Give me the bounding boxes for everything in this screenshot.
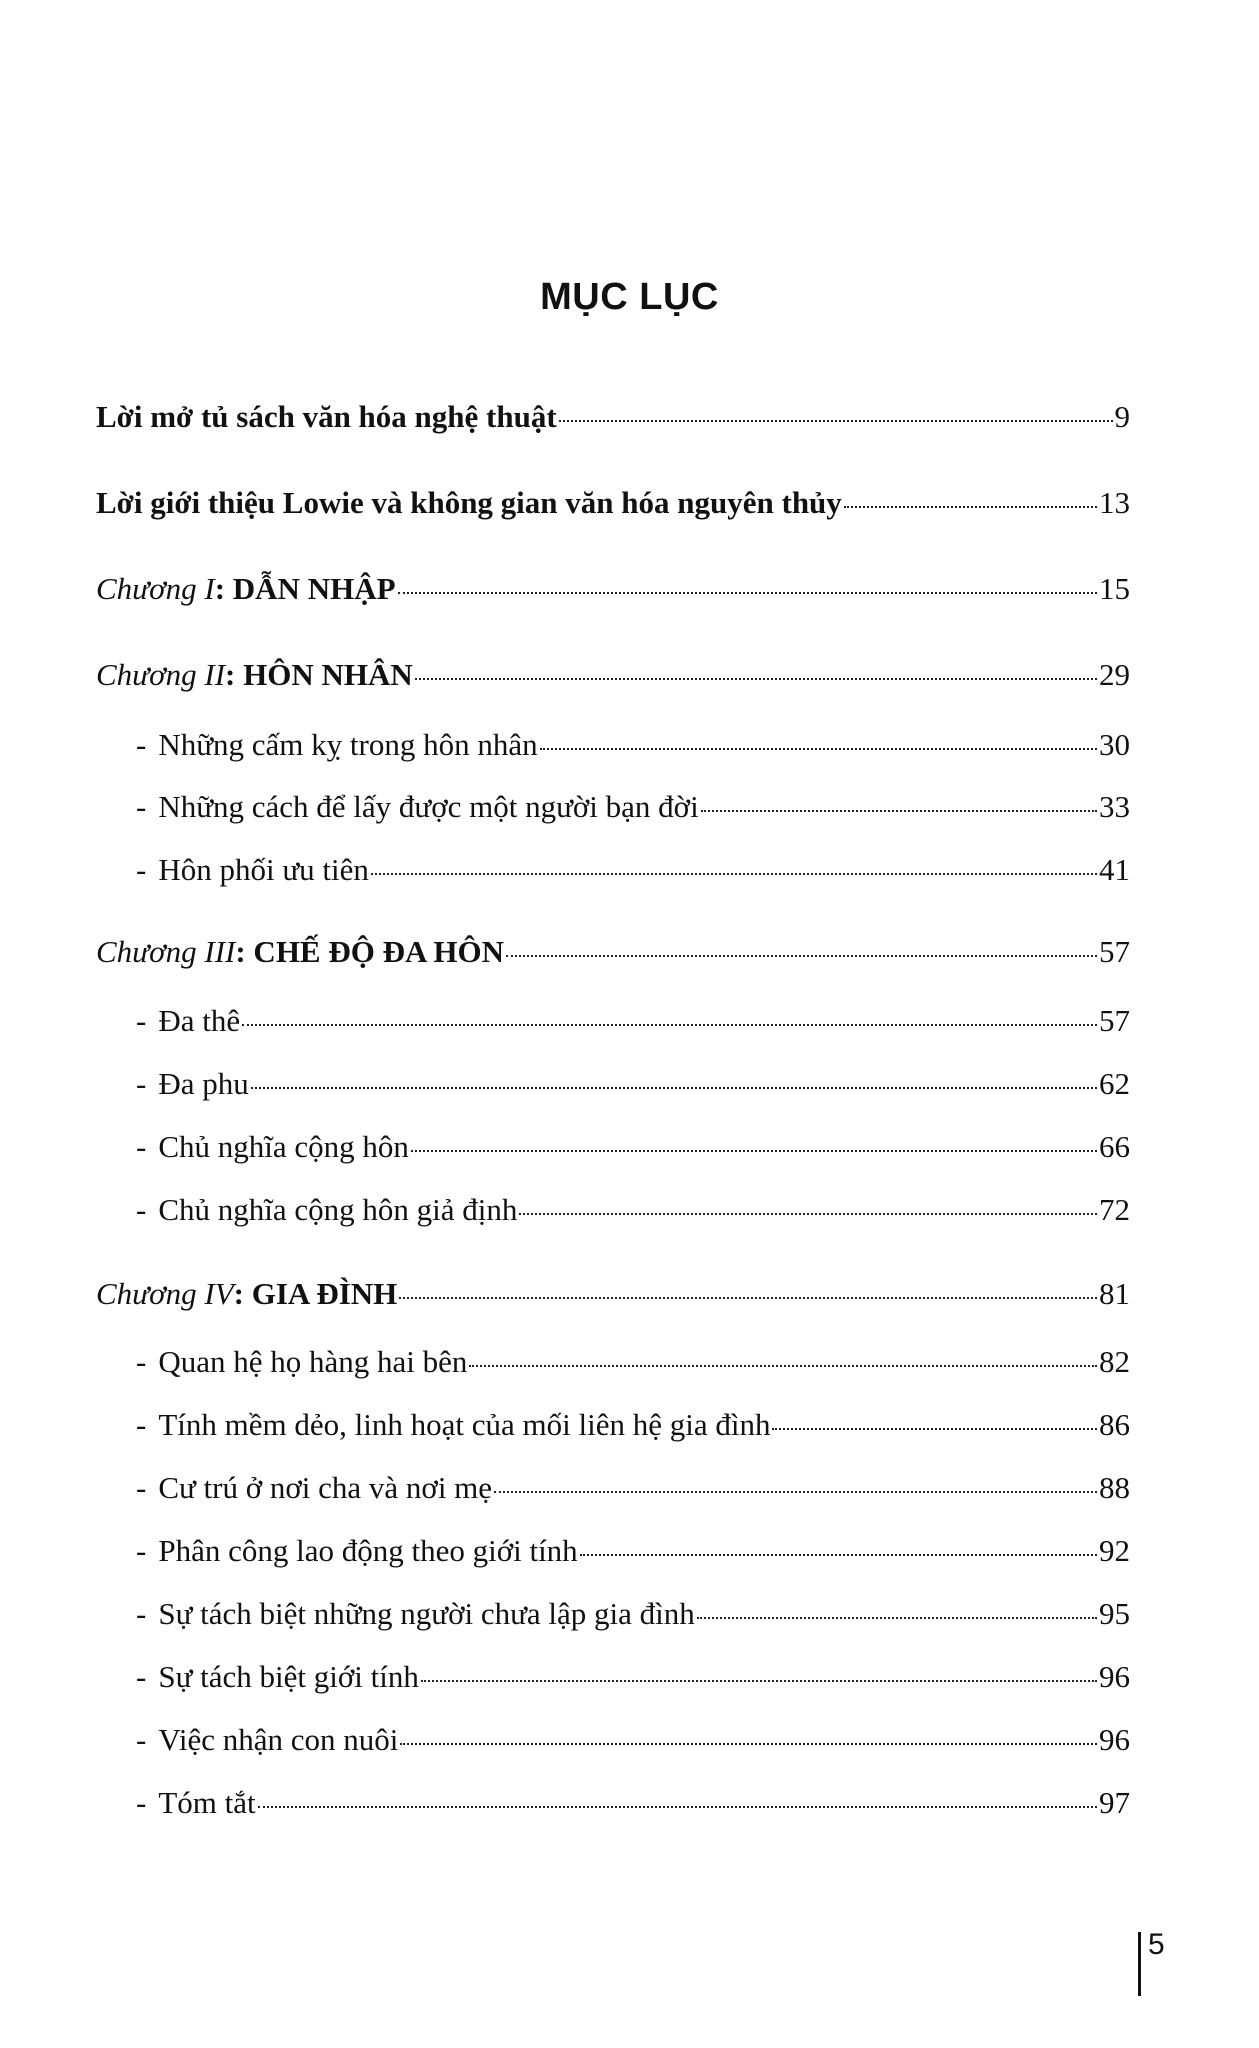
toc-page-number: 96 — [1099, 1659, 1130, 1694]
leader-dots — [258, 1806, 1097, 1808]
bullet-dash: - — [136, 1066, 147, 1101]
bullet-dash: - — [136, 1344, 147, 1379]
toc-subentry[interactable] — [136, 788, 1130, 825]
toc-entry-title: Đa phu — [158, 1066, 249, 1101]
toc-page-number: 30 — [1099, 727, 1130, 762]
leader-dots — [697, 1617, 1097, 1619]
toc-page-number: 81 — [1099, 1276, 1130, 1311]
footer-rule — [1138, 1932, 1141, 1996]
toc-page-number: 41 — [1099, 852, 1130, 887]
leader-dots — [242, 1024, 1097, 1026]
toc-subentry[interactable] — [136, 1784, 1130, 1821]
toc-entry-title: Chủ nghĩa cộng hôn giả định — [158, 1192, 518, 1227]
toc-page-number: 13 — [1099, 485, 1130, 520]
toc-page-number: 97 — [1099, 1785, 1130, 1820]
toc-page-number: 57 — [1099, 1003, 1130, 1038]
toc-page-number: 62 — [1099, 1066, 1130, 1101]
chapter-title: : HÔN NHÂN — [225, 657, 413, 692]
toc-subentry[interactable] — [136, 1406, 1130, 1443]
toc-entry-title: Phân công lao động theo giới tính — [158, 1533, 578, 1568]
bullet-dash: - — [136, 1785, 147, 1820]
toc-page-number: 92 — [1099, 1533, 1130, 1568]
toc-subentry[interactable] — [136, 1002, 1130, 1039]
toc-page-number: 72 — [1099, 1192, 1130, 1227]
leader-dots — [519, 1213, 1097, 1215]
toc-page-number: 82 — [1099, 1344, 1130, 1379]
toc-entry-title: Những cấm kỵ trong hôn nhân — [158, 727, 538, 762]
toc-subentry[interactable] — [136, 1721, 1130, 1758]
toc-page-number: 57 — [1099, 934, 1130, 969]
toc-subentry[interactable] — [136, 1595, 1130, 1632]
leader-dots — [421, 1680, 1097, 1682]
toc-page-number: 95 — [1099, 1596, 1130, 1631]
toc-entry-title: Sự tách biệt giới tính — [158, 1659, 419, 1694]
toc-entry-title: Tóm tắt — [158, 1785, 256, 1820]
chapter-title: : DẪN NHẬP — [214, 571, 396, 606]
toc-subentry[interactable] — [136, 1658, 1130, 1695]
toc-subentry[interactable] — [136, 1469, 1130, 1506]
bullet-dash: - — [136, 727, 147, 762]
toc-page-number: 9 — [1114, 399, 1130, 434]
chapter-number: Chương IV — [96, 1276, 234, 1311]
bullet-dash: - — [136, 1470, 147, 1505]
leader-dots — [580, 1554, 1097, 1556]
toc-title: MỤC LỤC — [540, 276, 719, 318]
bullet-dash: - — [136, 1722, 147, 1757]
toc-subentry[interactable] — [136, 1532, 1130, 1569]
toc-page-number: 66 — [1099, 1129, 1130, 1164]
toc-entry-title: Lời giới thiệu Lowie và không gian văn hóa nguyên thủy — [96, 485, 842, 520]
bullet-dash: - — [136, 1533, 147, 1568]
bullet-dash: - — [136, 1407, 147, 1442]
toc-entry[interactable] — [96, 398, 1130, 435]
toc-page-number: 15 — [1099, 571, 1130, 606]
leader-dots — [494, 1491, 1097, 1493]
toc-entry-title: Những cách để lấy được một người bạn đời — [158, 789, 699, 824]
bullet-dash: - — [136, 1192, 147, 1227]
toc-entry-title: Quan hệ họ hàng hai bên — [158, 1344, 468, 1379]
chapter-title: : GIA ĐÌNH — [233, 1276, 398, 1311]
bullet-dash: - — [136, 1596, 147, 1631]
toc-chapter-entry[interactable] — [96, 1275, 1130, 1312]
toc-chapter-entry[interactable] — [96, 933, 1130, 970]
chapter-number: Chương II — [96, 657, 226, 692]
folio-page-number: 5 — [1148, 1928, 1165, 1961]
bullet-dash: - — [136, 1659, 147, 1694]
toc-subentry[interactable] — [136, 1343, 1130, 1380]
toc-subentry[interactable] — [136, 851, 1130, 888]
leader-dots — [415, 678, 1097, 680]
leader-dots — [506, 955, 1097, 957]
toc-page-number: 29 — [1099, 657, 1130, 692]
toc-entry-title: Sự tách biệt những người chưa lập gia đình — [158, 1596, 695, 1631]
toc-chapter-entry[interactable] — [96, 570, 1130, 607]
toc-subentry[interactable] — [136, 1128, 1130, 1165]
toc-entry-title: Đa thê — [158, 1003, 241, 1038]
leader-dots — [398, 592, 1097, 594]
bullet-dash: - — [136, 852, 147, 887]
toc-entry[interactable] — [96, 484, 1130, 521]
leader-dots — [844, 506, 1097, 508]
leader-dots — [469, 1365, 1097, 1367]
toc-entry-title: Hôn phối ưu tiên — [158, 852, 369, 887]
toc-subentry[interactable] — [136, 726, 1130, 763]
chapter-title: : CHẾ ĐỘ ĐA HÔN — [235, 934, 505, 969]
chapter-number: Chương I — [96, 571, 215, 606]
toc-entry-title: Việc nhận con nuôi — [158, 1722, 399, 1757]
toc-entry-title: Cư trú ở nơi cha và nơi mẹ — [158, 1470, 493, 1505]
chapter-number: Chương III — [96, 934, 236, 969]
toc-page-number: 88 — [1099, 1470, 1130, 1505]
leader-dots — [251, 1087, 1097, 1089]
toc-entry-title: Lời mở tủ sách văn hóa nghệ thuật — [96, 399, 557, 434]
leader-dots — [371, 873, 1097, 875]
toc-subentry[interactable] — [136, 1191, 1130, 1228]
leader-dots — [411, 1150, 1097, 1152]
leader-dots — [772, 1428, 1097, 1430]
leader-dots — [540, 748, 1097, 750]
bullet-dash: - — [136, 789, 147, 824]
bullet-dash: - — [136, 1003, 147, 1038]
toc-subentry[interactable] — [136, 1065, 1130, 1102]
bullet-dash: - — [136, 1129, 147, 1164]
toc-chapter-entry[interactable] — [96, 656, 1130, 693]
toc-page-number: 86 — [1099, 1407, 1130, 1442]
leader-dots — [701, 810, 1097, 812]
leader-dots — [399, 1297, 1097, 1299]
toc-entry-title: Chủ nghĩa cộng hôn — [158, 1129, 409, 1164]
toc-page-number: 96 — [1099, 1722, 1130, 1757]
toc-entry-title: Tính mềm dẻo, linh hoạt của mối liên hệ gia đình — [158, 1407, 771, 1442]
leader-dots — [559, 420, 1113, 422]
toc-page-number: 33 — [1099, 789, 1130, 824]
leader-dots — [400, 1743, 1097, 1745]
